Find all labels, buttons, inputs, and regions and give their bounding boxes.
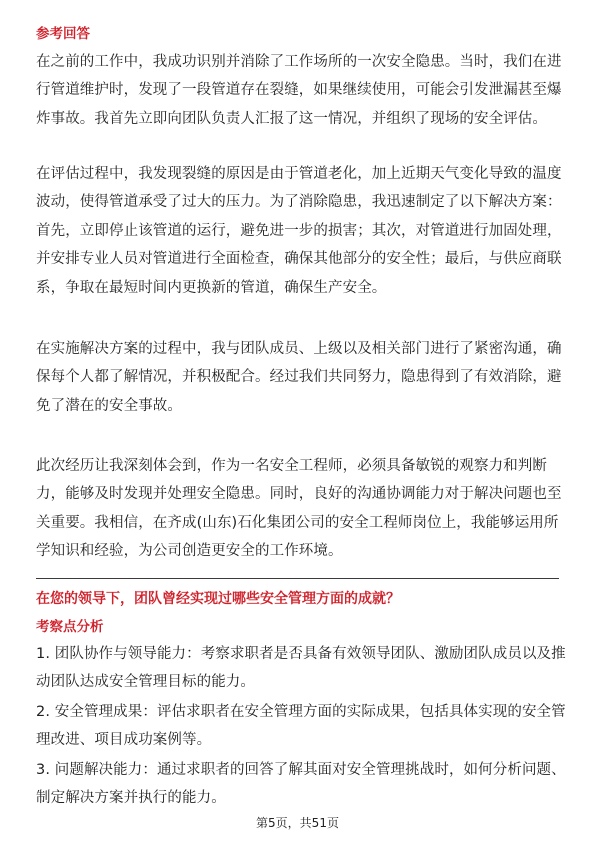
answer-paragraph-2: 在评估过程中，我发现裂缝的原因是由于管道老化，加上近期天气变化导致的温度波动，使得管道承受了过大的压力。为了消除隐患，我迅速制定了以下解决方案：首先，立即停止该管道的运行，避免进一步的损害；其次，对管道进行加固处理，并安排专业人员对管道进行全面检查，确保其他部分的安全性；最后，与供应商联系，争取在最短时间内更换新的管道，确保生产安全。 (36, 166, 562, 296)
analysis-item-2: 2. 安全管理成果：评估求职者在安全管理方面的实际成果，包括具体实现的安全管理改进、项目成功案例等。 (36, 704, 566, 749)
page-number-footer: 第5页，共51页 (256, 816, 339, 830)
answer-paragraph-3: 在实施解决方案的过程中，我与团队成员、上级以及相关部门进行了紧密沟通，确保每个人都了解情况，并积极配合。经过我们共同努力，隐患得到了有效消除，避免了潜在的安全事故。 (36, 341, 562, 414)
analysis-item-3: 3. 问题解决能力：通过求职者的回答了解其面对安全管理挑战时，如何分析问题、制定解决方案并执行的能力。 (36, 762, 566, 807)
answer-paragraph-1: 在之前的工作中，我成功识别并消除了工作场所的一次安全隐患。当时，我们在进行管道维护时，发现了一段管道存在裂缝，如果继续使用，可能会引发泄漏甚至爆炸事故。我首先立即向团队负责人汇报了这一情况，并组织了现场的安全评估。 (36, 54, 562, 127)
analysis-heading: 考察点分析 (36, 619, 104, 635)
interview-question: 在您的领导下，团队曾经实现过哪些安全管理方面的成就？ (36, 591, 400, 607)
answer-paragraph-4: 此次经历让我深刻体会到，作为一名安全工程师，必须具备敏锐的观察力和判断力，能够及时发现并处理安全隐患。同时，良好的沟通协调能力对于解决问题也至关重要。我相信，在齐成(山东)石化集团公司的安全工程师岗位上，我能够运用所学知识和经验，为公司创造更安全的工作环境。 (36, 458, 562, 560)
answer-heading: 参考回答 (36, 26, 90, 42)
section-divider (36, 578, 559, 579)
analysis-item-1: 1. 团队协作与领导能力：考察求职者是否具备有效领导团队、激励团队成员以及推动团队达成安全管理目标的能力。 (36, 646, 566, 691)
